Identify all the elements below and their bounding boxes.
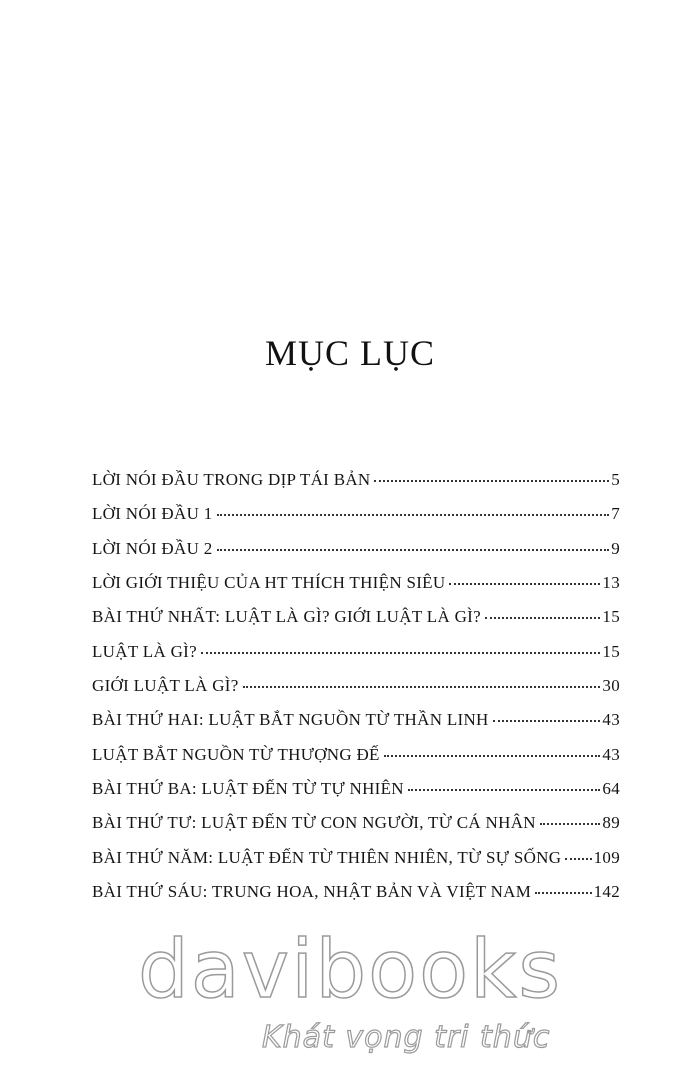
toc-entry-title: LỜI NÓI ĐẦU 1 (92, 504, 213, 524)
toc-entry-title: BÀI THỨ TƯ: LUẬT ĐẾN TỪ CON NGƯỜI, TỪ CÁ NHÂN (92, 813, 536, 833)
toc-entry-page: 30 (602, 676, 620, 696)
toc-entry-title: LUẬT LÀ GÌ? (92, 641, 197, 661)
toc-entry-page: 9 (611, 538, 620, 558)
toc-leader-dots (535, 892, 591, 894)
toc-leader-dots (374, 480, 609, 482)
toc-leader-dots (217, 514, 610, 516)
toc-entry (92, 504, 620, 538)
toc-entry-page: 43 (602, 710, 620, 730)
toc-leader-dots (449, 583, 600, 585)
toc-entry-page: 15 (602, 607, 620, 627)
toc-entry-title: BÀI THỨ BA: LUẬT ĐẾN TỪ TỰ NHIÊN (92, 779, 404, 799)
watermark-brand: davibooks (137, 923, 563, 1016)
toc-entry-title: BÀI THỨ SÁU: TRUNG HOA, NHẬT BẢN VÀ VIỆT NAM (92, 882, 532, 902)
toc-entry-page: 15 (602, 641, 620, 661)
toc-entry (92, 779, 620, 813)
toc-leader-dots (384, 755, 601, 757)
toc-entry (92, 745, 620, 779)
toc-leader-dots (540, 823, 601, 825)
table-of-contents (92, 470, 620, 916)
toc-entry (92, 539, 620, 573)
toc-entry-title: LỜI NÓI ĐẦU TRONG DỊP TÁI BẢN (92, 470, 371, 489)
toc-entry (92, 710, 620, 744)
toc-entry (92, 882, 620, 916)
toc-leader-dots (243, 686, 601, 688)
toc-entry-page: 43 (602, 744, 620, 764)
toc-entry-title: BÀI THỨ NHẤT: LUẬT LÀ GÌ? GIỚI LUẬT LÀ GÌ? (92, 607, 481, 627)
toc-entry (92, 813, 620, 847)
toc-entry (92, 642, 620, 676)
toc-entry-page: 13 (602, 573, 620, 593)
toc-entry (92, 607, 620, 641)
toc-entry-page: 109 (593, 847, 620, 867)
toc-entry-page: 142 (593, 882, 620, 902)
toc-entry-page: 64 (602, 779, 620, 799)
toc-entry-title: LUẬT BẮT NGUỒN TỪ THƯỢNG ĐẾ (92, 744, 380, 764)
toc-leader-dots (201, 652, 600, 654)
toc-entry-page: 89 (602, 813, 620, 833)
toc-leader-dots (485, 617, 600, 619)
toc-entry (92, 848, 620, 882)
toc-entry-title: GIỚI LUẬT LÀ GÌ? (92, 676, 239, 696)
toc-entry-title: LỜI GIỚI THIỆU CỦA HT THÍCH THIỆN SIÊU (92, 573, 446, 593)
toc-entry (92, 573, 620, 607)
toc-entry-title: LỜI NÓI ĐẦU 2 (92, 538, 213, 558)
page-title: MỤC LỤC (264, 333, 436, 373)
toc-entry-title: BÀI THỨ HAI: LUẬT BẮT NGUỒN TỪ THẦN LINH (92, 710, 489, 730)
toc-leader-dots (408, 789, 601, 791)
toc-leader-dots (217, 549, 610, 551)
watermark-tagline: Khát vọng tri thức (262, 1020, 551, 1055)
toc-leader-dots (493, 720, 601, 722)
toc-leader-dots (565, 858, 591, 860)
toc-entry-page: 7 (611, 504, 620, 524)
toc-entry-title: BÀI THỨ NĂM: LUẬT ĐẾN TỪ THIÊN NHIÊN, TỪ SỰ SỐNG (92, 847, 562, 867)
toc-entry (92, 470, 620, 504)
toc-entry (92, 676, 620, 710)
toc-entry-page: 5 (611, 470, 620, 489)
